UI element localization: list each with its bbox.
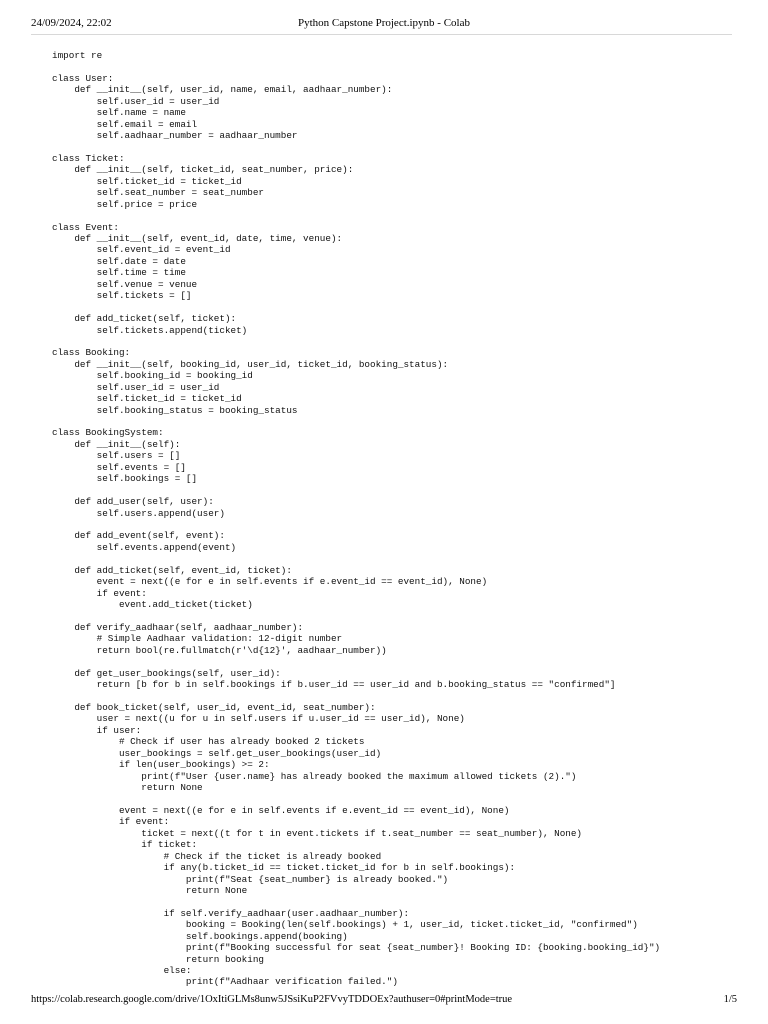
code-line (52, 142, 732, 153)
code-line: if ticket: (52, 839, 198, 851)
code-line: def __init__(self, booking_id, user_id, ticket_id, booking_status): (52, 358, 449, 370)
code-line: class User: (52, 72, 114, 84)
code-line (52, 610, 732, 621)
code-line: def add_ticket(self, event_id, ticket): (52, 564, 292, 576)
code-line: print(f"Aadhaar verification failed.") (52, 976, 398, 988)
code-line (52, 416, 732, 427)
code-line: self.booking_status = booking_status (52, 404, 298, 416)
code-line: self.tickets = [] (52, 290, 192, 302)
code-line: print(f"Booking successful for seat {seat_number}! Booking ID: {booking.booking_id}") (52, 942, 661, 954)
code-line: ticket = next((t for t in event.tickets if t.seat_number == seat_number), None) (52, 827, 583, 839)
code-line: return None (52, 884, 248, 896)
code-line: print(f"Seat {seat_number} is already booked.") (52, 873, 449, 885)
code-line: self.name = name (52, 107, 186, 119)
code-line (52, 485, 732, 496)
code-line: # Simple Aadhaar validation: 12-digit number (52, 633, 343, 645)
code-line: else: (52, 965, 192, 976)
code-line: def add_ticket(self, ticket): (52, 313, 237, 325)
code-line: def get_user_bookings(self, user_id): (52, 667, 281, 679)
code-line: def __init__(self): (52, 438, 181, 450)
code-line: self.bookings = [] (52, 473, 198, 485)
code-line: event = next((e for e in self.events if e.event_id == event_id), None) (52, 804, 510, 816)
code-line: if any(b.ticket_id == ticket.ticket_id for b in self.bookings): (52, 862, 516, 874)
code-line: if len(user_bookings) >= 2: (52, 759, 270, 771)
code-line: booking = Booking(len(self.bookings) + 1, user_id, ticket.ticket_id, "confirmed") (52, 919, 638, 931)
code-line (52, 61, 732, 72)
code-line: event = next((e for e in self.events if e.event_id == event_id), None) (52, 576, 488, 588)
code-line: def __init__(self, ticket_id, seat_number, price): (52, 164, 354, 176)
code-line: self.time = time (52, 267, 186, 279)
code-line: user_bookings = self.get_user_bookings(user_id) (52, 747, 382, 759)
code-line: self.users.append(user) (52, 507, 225, 519)
code-line: if user: (52, 724, 142, 736)
code-cell (52, 50, 732, 994)
code-line (52, 519, 732, 530)
code-line: class Event: (52, 221, 119, 233)
code-line (52, 896, 732, 907)
code-line: self.ticket_id = ticket_id (52, 175, 242, 187)
code-line: def __init__(self, user_id, name, email, aadhaar_number): (52, 84, 393, 96)
code-line: event.add_ticket(ticket) (52, 599, 253, 610)
code-line: self.user_id = user_id (52, 95, 220, 107)
code-line: def verify_aadhaar(self, aadhaar_number): (52, 621, 304, 633)
code-line (52, 656, 732, 667)
page-number: 1/5 (723, 994, 737, 1005)
code-line: return None (52, 782, 203, 793)
code-line: class BookingSystem: (52, 427, 164, 439)
code-line: user = next((u for u in self.users if u.user_id == user_id), None) (52, 713, 465, 725)
code-line: def __init__(self, event_id, date, time, venue): (52, 233, 343, 244)
code-line (52, 302, 732, 313)
code-line: self.booking_id = booking_id (52, 370, 253, 382)
code-line: if event: (52, 587, 147, 599)
code-line: import re (52, 50, 103, 61)
code-line: class Ticket: (52, 152, 125, 164)
code-line: self.users = [] (52, 450, 181, 462)
code-line: return booking (52, 953, 265, 965)
print-header (0, 17, 768, 31)
code-line: self.ticket_id = ticket_id (52, 393, 242, 405)
code-line: self.price = price (52, 198, 198, 210)
code-line: def add_user(self, user): (52, 496, 214, 508)
code-line: self.user_id = user_id (52, 381, 220, 393)
header-divider (31, 34, 732, 35)
code-line: self.venue = venue (52, 278, 198, 290)
print-datetime: 24/09/2024, 22:02 (31, 17, 112, 29)
code-line: self.aadhaar_number = aadhaar_number (52, 130, 298, 142)
code-line: return [b for b in self.bookings if b.user_id == user_id and b.booking_status == "confirmed"] (52, 679, 616, 691)
code-line (52, 553, 732, 564)
code-line: if self.verify_aadhaar(user.aadhaar_number): (52, 907, 410, 919)
code-line (52, 210, 732, 221)
code-line: self.events = [] (52, 461, 186, 473)
code-line: def add_event(self, event): (52, 530, 225, 542)
code-line: class Booking: (52, 347, 131, 359)
code-line (52, 691, 732, 702)
document-title: Python Capstone Project.ipynb - Colab (297, 17, 470, 29)
code-line: print(f"User {user.name} has already booked the maximum allowed tickets (2).") (52, 770, 577, 782)
code-line: self.tickets.append(ticket) (52, 324, 248, 336)
code-line: return bool(re.fullmatch(r'\d{12}', aadhaar_number)) (52, 644, 387, 656)
code-line: if event: (52, 816, 170, 828)
code-line: # Check if user has already booked 2 tickets (52, 736, 365, 748)
code-line: self.date = date (52, 255, 186, 267)
code-line: self.events.append(event) (52, 541, 237, 553)
page-url: https://colab.research.google.com/drive/1OxItiGLMs8unw5JSsiKuP2FVvyTDDOEx?authuser=0#printMode=true (31, 994, 513, 1005)
code-line: def book_ticket(self, user_id, event_id, seat_number): (52, 701, 376, 713)
code-line: self.seat_number = seat_number (52, 187, 265, 199)
code-line (52, 336, 732, 347)
print-footer (0, 994, 768, 1008)
code-line: self.event_id = event_id (52, 244, 231, 256)
code-line (52, 793, 732, 804)
code-line: self.email = email (52, 118, 198, 130)
code-line: self.bookings.append(booking) (52, 930, 348, 942)
code-line: # Check if the ticket is already booked (52, 850, 382, 862)
